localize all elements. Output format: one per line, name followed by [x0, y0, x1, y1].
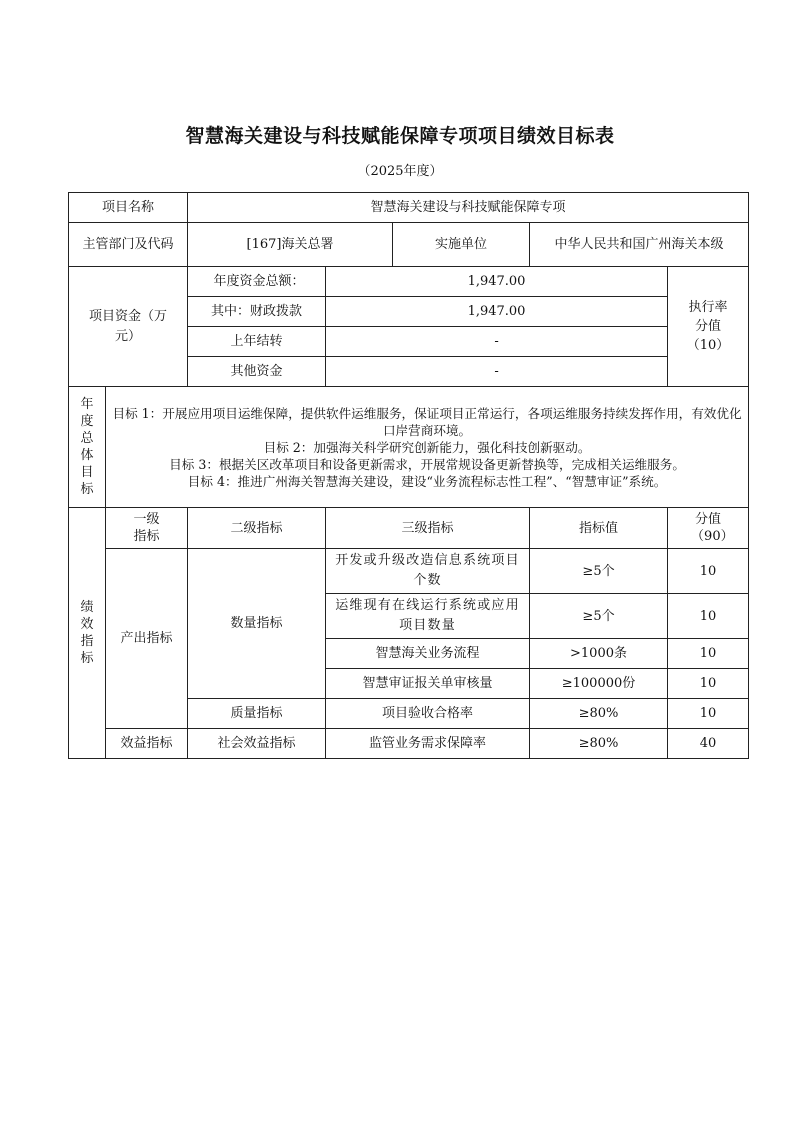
goals-row — [69, 387, 749, 508]
indicator-value: ≥100000份 — [530, 669, 668, 699]
goals-label: 年度总体目标 — [69, 387, 106, 508]
impl-value: 中华人民共和国广州海关本级 — [530, 223, 749, 267]
funds-total-value: 1,947.00 — [326, 267, 668, 297]
quality-indicator-label: 质量指标 — [188, 699, 326, 729]
indicator-score: 10 — [668, 669, 749, 699]
indicator-name: 项目验收合格率 — [326, 699, 530, 729]
dept-value: [167]海关总署 — [188, 223, 393, 267]
header-value: 指标值 — [530, 508, 668, 549]
indicator-header-row — [69, 508, 749, 549]
funds-other-label: 其他资金 — [188, 357, 326, 387]
header-level1: 一级指标 — [106, 508, 188, 549]
funds-carryover-value: - — [326, 327, 668, 357]
funds-fiscal-value: 1,947.00 — [326, 297, 668, 327]
indicator-row — [69, 729, 749, 759]
indicator-name: 监管业务需求保障率 — [326, 729, 530, 759]
indicator-value: ≥80% — [530, 729, 668, 759]
indicator-score: 10 — [668, 594, 749, 639]
benefit-indicator-label: 效益指标 — [106, 729, 188, 759]
goals-content — [106, 387, 749, 508]
funds-label: 项目资金（万元） — [69, 267, 188, 387]
indicator-name: 运维现有在线运行系统或应用项目数量 — [326, 594, 530, 639]
header-level3: 三级指标 — [326, 508, 530, 549]
dept-row — [69, 223, 749, 267]
indicator-row — [69, 549, 749, 594]
indicator-name: 开发或升级改造信息系统项目个数 — [326, 549, 530, 594]
project-name-label: 项目名称 — [69, 193, 188, 223]
social-benefit-label: 社会效益指标 — [188, 729, 326, 759]
goal-item: 目标 3：根据关区改革项目和设备更新需求，开展常规设备更新替换等，完成相关运维服务。 — [169, 456, 685, 472]
funds-total-row — [69, 267, 749, 297]
header-score: 分值（90） — [668, 508, 749, 549]
page-title: 智慧海关建设与科技赋能保障专项项目绩效目标表 — [185, 125, 615, 147]
funds-fiscal-label: 其中：财政拨款 — [188, 297, 326, 327]
funds-carryover-label: 上年结转 — [188, 327, 326, 357]
performance-table — [68, 192, 749, 759]
output-indicator-label: 产出指标 — [106, 549, 188, 729]
header-level2: 二级指标 — [188, 508, 326, 549]
exec-rate-label: 执行率分值（10） — [668, 267, 749, 387]
goal-item: 目标 1：开展应用项目运维保障，提供软件运维服务，保证项目正常运行，各项运维服务持续发挥作用，有效优化口岸营商环境。 — [112, 405, 742, 438]
funds-other-value: - — [326, 357, 668, 387]
indicator-value: ≥5个 — [530, 594, 668, 639]
indicator-value: >1000条 — [530, 639, 668, 669]
indicator-value: ≥5个 — [530, 549, 668, 594]
project-name-value: 智慧海关建设与科技赋能保障专项 — [188, 193, 749, 223]
indicator-score: 10 — [668, 549, 749, 594]
quantity-indicator-label: 数量指标 — [188, 549, 326, 699]
indicator-name: 智慧海关业务流程 — [326, 639, 530, 669]
indicator-name: 智慧审证报关单审核量 — [326, 669, 530, 699]
funds-total-label: 年度资金总额： — [188, 267, 326, 297]
dept-label: 主管部门及代码 — [69, 223, 188, 267]
goal-item: 目标 2：加强海关科学研究创新能力，强化科技创新驱动。 — [263, 439, 591, 455]
indicator-value: ≥80% — [530, 699, 668, 729]
indicator-score: 10 — [668, 639, 749, 669]
goal-item: 目标 4：推进广州海关智慧海关建设，建设“业务流程标志性工程”、“智慧审证”系统。 — [187, 473, 667, 489]
indicator-score: 10 — [668, 699, 749, 729]
indicator-score: 40 — [668, 729, 749, 759]
impl-label: 实施单位 — [393, 223, 530, 267]
project-name-row — [69, 193, 749, 223]
indicators-label: 绩效指标 — [69, 508, 106, 759]
page-subtitle: （2025年度） — [357, 164, 443, 179]
